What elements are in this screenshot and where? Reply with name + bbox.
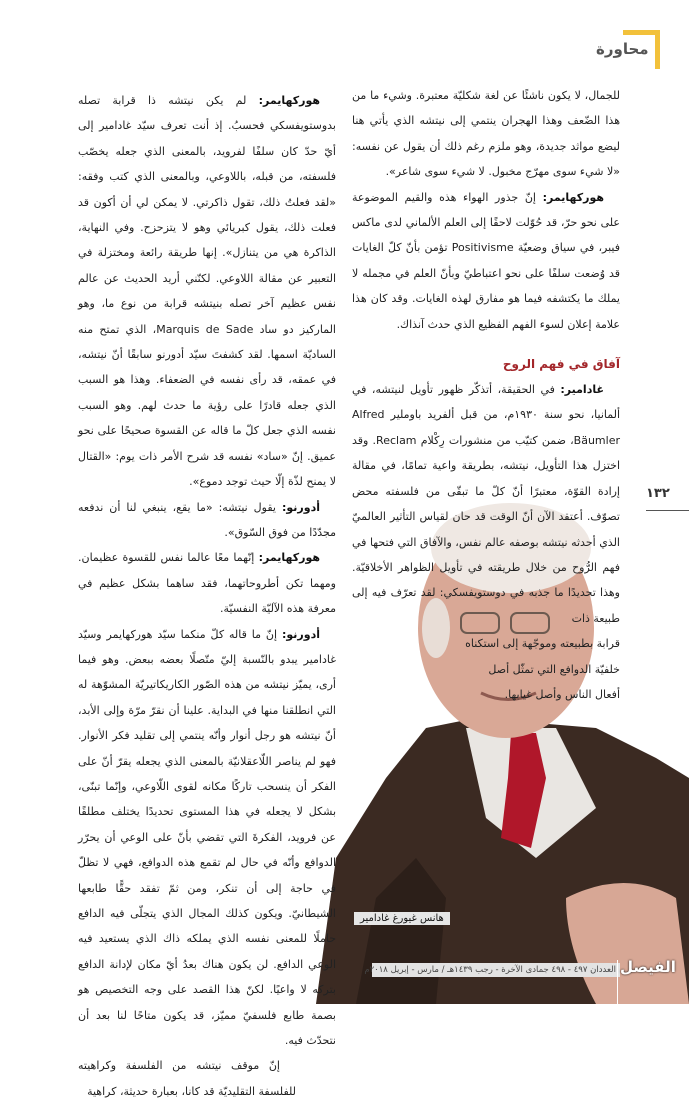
speaker-label: غادامير:	[560, 383, 604, 397]
magazine-logo: الفيصل	[620, 958, 676, 976]
paragraph-tail-line: خلفيّة الدوافع التي تمثّل أصل	[488, 662, 620, 676]
speaker-label: هوركهايمر:	[542, 190, 604, 204]
page-number-rule	[646, 510, 689, 511]
speaker-label: أدورنو:	[281, 500, 320, 514]
paragraph	[78, 495, 336, 546]
paragraph	[78, 622, 336, 1054]
paragraph	[78, 545, 336, 621]
speaker-label: هوركهايمر:	[258, 551, 320, 565]
left-column	[78, 88, 336, 1104]
paragraph	[352, 377, 620, 631]
paragraph-text: في الحقيقة، أتذكّر ظهور تأويل لنيتشه، في ألمانيا، نحو سنة ١٩٣٠م، من قبل ألفريد باوملير Alfred Bäumler، ضمن كتيّب من منشورات رِكْلام Reclam. وقد اختزل هذا التأويل، نيتشه، بطريقة واعية تمامًا، في مقالة إرادة القوّة، معتبرًا أنّ كلّ ما تبقّى من فلسفته محض تصوّف. أعتقد الآن أنّ الوقت قد حان لقياس التأثير العالميّ الذي أحدثه نيتشه بوصفه عالم نفس، والآفاق التي فتحها في فهم الرُّوح من خلال طريقته في تأويل الظواهر الأخلاقيّة. وهذا تحديدًا ما جذبه في دوستويفسكي: لقد تعرّف فيه إلى طبيعة ذات	[352, 383, 620, 625]
right-column	[352, 83, 620, 707]
issue-info: العددان ٤٩٧ - ٤٩٨ جمادى الآخرة - رجب ١٤٣٩هـ / مارس - إبريل ٢٠١٨م	[372, 963, 620, 977]
speaker-label: هوركهايمر:	[258, 94, 320, 107]
paragraph-tail-line: قرابة بطبيعته وموجّهة إلى استكناه	[465, 637, 620, 651]
paragraph-text: إنّ جذور الهواء هذه والقيم الموضوعة على نحو حرّ، قد حُوّلت لاحقًا إلى العلم الألماني لدى ماكس فيبر، في سياق وضعيّة Positivisme تؤمن بأنّ كلّ الغايات قد وُضعت سلفًا على نحو اعتباطيّ وبأنّ العلم في مجمله لا يملك ما يكتشفه فيما هو مفارق لهذه الغايات. وقد كان هذا علامة إعلان لسوء الفهم الفظيع الذي حدث آنذاك.	[352, 190, 620, 331]
page-number: ١٣٢	[646, 486, 670, 501]
paragraph: إنّ موقف نيتشه من الفلسفة وكراهيته للفلسفة التقليديّة قد كانا، بعبارة حديثة، كراهية	[78, 1059, 296, 1098]
paragraph-text: يقول نيتشه: «ما يقع، ينبغي لنا أن ندفعه مجدّدًا من فوق السّوق».	[78, 500, 336, 539]
subheading: آفاق في فهم الروح	[502, 357, 620, 372]
paragraph	[78, 88, 336, 495]
photo-caption: هانس غيورغ غادامير	[354, 912, 450, 925]
paragraph: للجمال، لا يكون ناشئًا عن لغة شكليّة معتبرة. وشيء ما من هذا الضّعف وهذا الهجران ينتمي إلى نيتشه الذي يأتي هنا ليضع مواثد جديدة، وهو ملزم رغم ذلك أن يقول عن نفسه: «لا شيء سوى مهرّج مخبول. لا شيء سوى شاعر».	[352, 89, 620, 179]
paragraph-text: إنّهما معًا عالما نفس للقسوة عظيمان. ومهما تكن أطروحاتهما، فقد ساهما بشكل عظيم في معرفة هذه الآليّة النفسيّة.	[78, 551, 336, 616]
paragraph	[352, 185, 620, 337]
footer-divider	[617, 960, 618, 1004]
section-label: محاورة	[596, 40, 649, 58]
paragraph-tail-line: أفعال الناس وأصل غيابها.	[504, 687, 620, 701]
paragraph-text: لم يكن نيتشه ذا قرابة تصله بدوستويفسكي فحسبُ. إذ أنت تعرف سيّد غادامير إلى أيّ حدّ كان سلفًا لفرويد، بالمعنى الذي جعله يخصّب فلسفته، من قبله، باللاوعي، وبالمعنى الذي كتب وفقه: «لقد فعلتُ ذلك، تقول ذاكرتي. لا يمكن لي أن أكون قد فعلت ذلك، يقول كبريائي وهو لا يتزحزح. وفي النهاية، الذاكرة هي من يتنازل». إنها طريقة رائعة ومختزلة في التعبير عن مقالة اللاوعي. لكنّني أريد الحديث عن عالم نفس عظيم آخر تصله بنيتشه قرابة من نوع ما، وهو الماركيز دو ساد Marquis de Sade، الذي تمتح منه الساديّة اسمها. لقد كشفتَ سيّد أدورنو سابقًا أنّ نيتشه، في عمقه، قد رأى نفسه في الضعفاء. وهذا هو السبب الذي جعله قادرًا على رؤية ما حدث لهم. وهو السبب نفسه الذي جعل كلّ ما قاله عن القسوة صحيحًا على نحو عميق. إنّ «ساد» نفسه قد شرح الأمر ذات يوم: «القتال لا يمنح لذّة إلّا حيث توجد دموع».	[78, 94, 336, 489]
paragraph-text: إنّ ما قاله كلّ منكما سيّد هوركهايمر وسيّد غادامير يبدو بالنّسبة إليّ متّصلًا بعضه ببعض. وهو فيما أرى، يميّز نيتشه من هذه الصّور الكاريكاتيريّة المشوّهة له التي انطلقنا منها في البداية. علينا أن نقرّ مرّة وإلى الأبد، أنّ نيتشه هو رجل أنوار وأنّه ينتمي إلى تقليد فكر الأنوار. فهو لم يناصر اللّاعقلانيّة بالمعنى الذي يجعله يقرّ أنّ على الفكر أن ينسحب تاركًا مكانه لقوى اللّاوعي، وإنّما تبنّى، بشكل لا يجعله في هذا المستوى تحديدًا يختلف مطلقًا عن فرويد، الفكرةَ التي تقضي بأنّ على الوعي أن يحرّر الدوافع وأنّه في حال لم تقمع هذه الدوافع، فهي لا تظلّ في حاجة إلى أن تنكر، ومن ثمّ تفقد حقًّا طابعها الشيطانيّ. ويكون كذلك المجال الذي يتجلّى فيه الدافع حاملًا للمعنى نفسه الذي يملكه ذاك الذي يستعيد فيه الوعي الدافع. لن يكون هناك بعدُ أيّ مكان لإدانة الدافع بتركه لا واعيًا. لكنّ هذا القصد على وجه التخصيص هو بصمة طابع فلسفيّ مميّز، قد يكون متاحًا لنا بعد أن نتحدّث فيه.	[78, 627, 336, 1048]
speaker-label: أدورنو:	[281, 627, 320, 641]
